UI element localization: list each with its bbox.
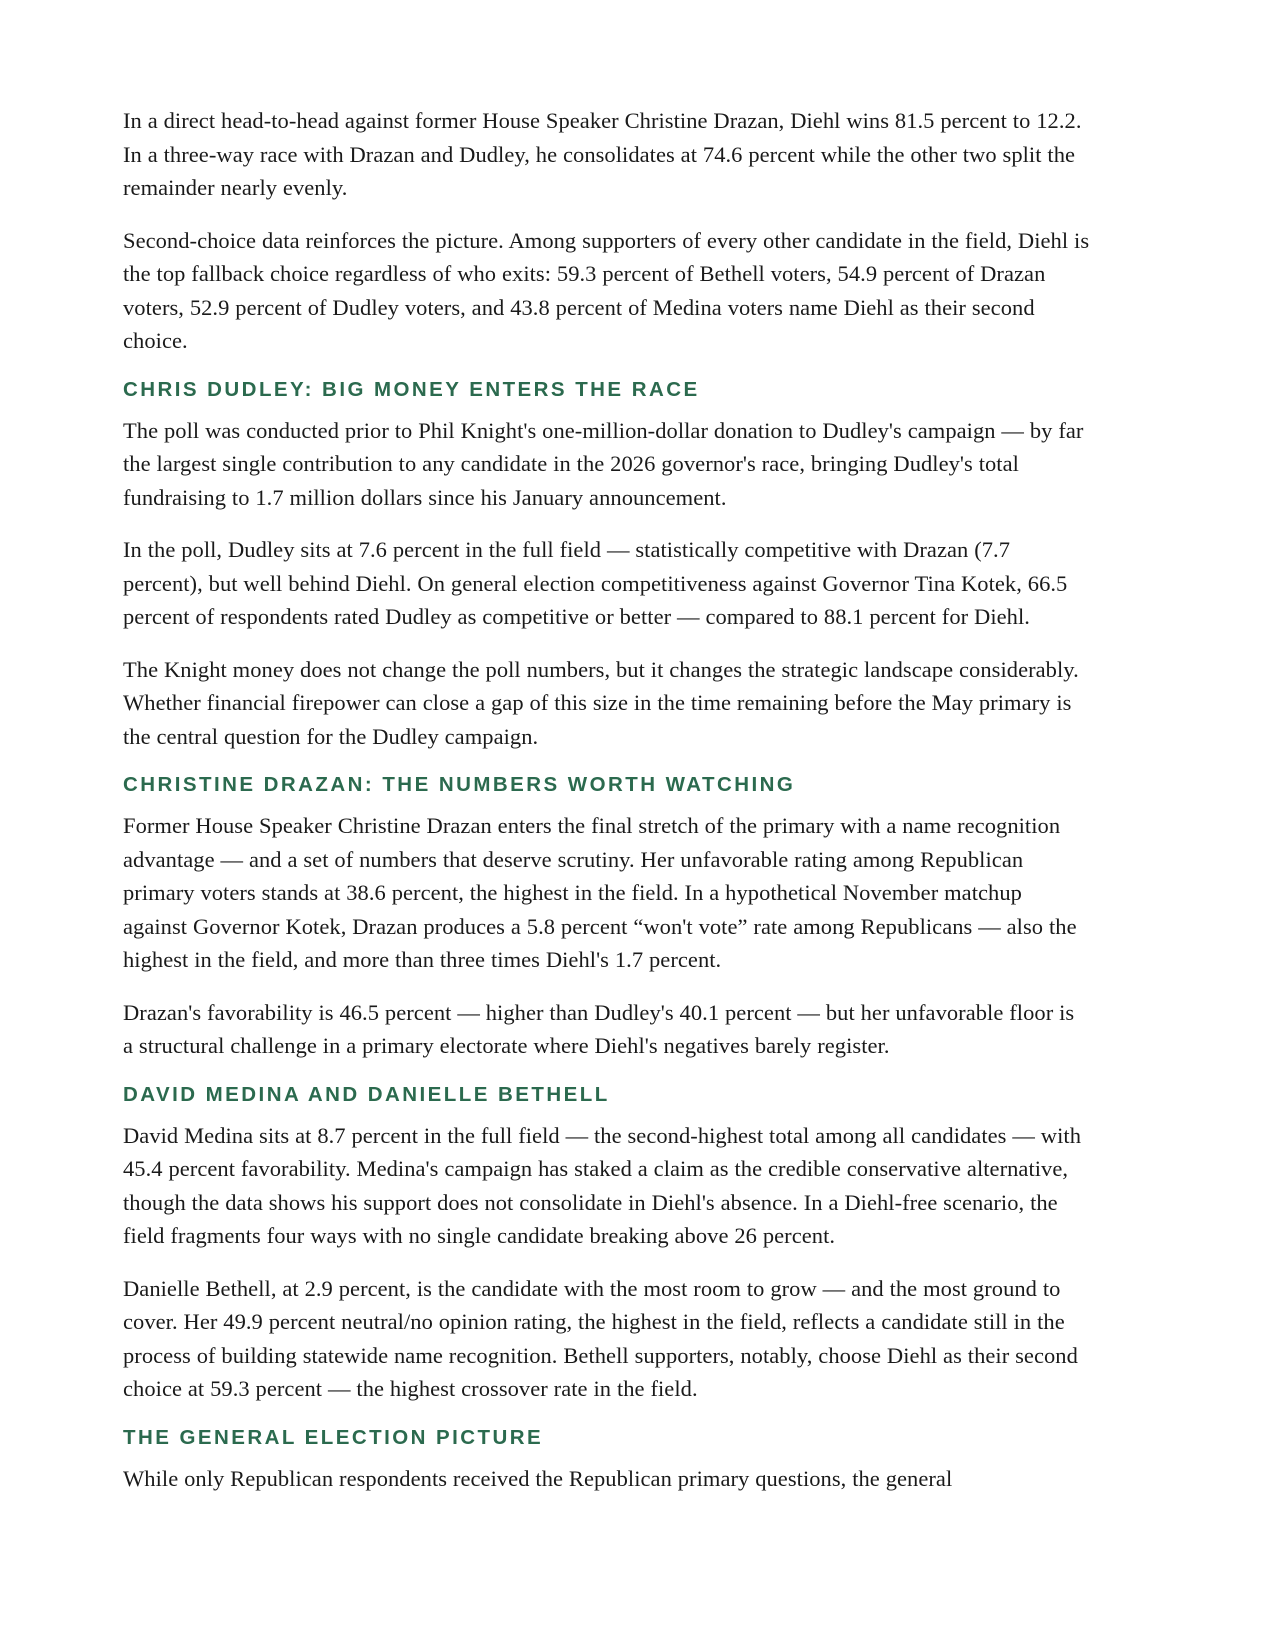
document-content-column	[123, 104, 1090, 1495]
heading-christine-drazan: CHRISTINE DRAZAN: THE NUMBERS WORTH WATCHING	[123, 773, 796, 796]
paragraph-dudley-poll-standing: In the poll, Dudley sits at 7.6 percent in the full field — statistically competitive with Drazan (7.7 percent), but well behind Diehl. On general election competitiveness against Governor Tina Kotek, 66.5 percent of respondents rated Dudley as competitive or better — compared to 88.1 percent for Diehl.	[123, 537, 1068, 629]
paragraph-knight-donation: The poll was conducted prior to Phil Knight's one-million-dollar donation to Dudley's campaign — by far the largest single contribution to any candidate in the 2026 governor's race, bringing Dudley's total fundraising to 1.7 million dollars since his January announcement.	[123, 417, 1084, 510]
heading-medina-bethell: DAVID MEDINA AND DANIELLE BETHELL	[123, 1082, 610, 1106]
paragraph-bethell: Danielle Bethell, at 2.9 percent, is the candidate with the most room to grow — and the most ground to cover. Her 49.9 percent neutral/no opinion rating, the highest in the field, reflects a candidate still in the process of building statewide name recognition. Bethell supporters, notably, choose Diehl as their second choice at 59.3 percent — the highest crossover rate in the field.	[123, 1275, 1078, 1401]
paragraph-drazan-numbers: Former House Speaker Christine Drazan enters the final stretch of the primary with a name recognition advantage — and a set of numbers that deserve scrutiny. Her unfavorable rating among Republican primary voters stands at 38.6 percent, the highest in the field. In a hypothetical November matchup against Governor Kotek, Drazan produces a 5.8 percent “won't vote” rate among Republicans — also the highest in the field, and more than three times Diehl's 1.7 percent.	[123, 813, 1077, 972]
paragraph-medina: David Medina sits at 8.7 percent in the full field — the second-highest total among all candidates — with 45.4 percent favorability. Medina's campaign has staked a claim as the credible conservative alternative, though the data shows his support does not consolidate in Diehl's absence. In a Diehl-free scenario, the field fragments four ways with no single candidate breaking above 26 percent.	[123, 1122, 1081, 1248]
heading-chris-dudley: CHRIS DUDLEY: BIG MONEY ENTERS THE RACE	[123, 377, 700, 401]
paragraph-second-choice: Second-choice data reinforces the picture. Among supporters of every other candidate in the field, Diehl is the top fallback choice regardless of who exits: 59.3 percent of Bethell voters, 54.9 percent of Drazan voters, 52.9 percent of Dudley voters, and 43.8 percent of Medina voters name Diehl as their second choice.	[123, 227, 1090, 353]
paragraph-general-election-intro: While only Republican respondents received the Republican primary questions, the general	[123, 1465, 953, 1491]
heading-general-election: THE GENERAL ELECTION PICTURE	[123, 1425, 544, 1449]
paragraph-knight-money-landscape: The Knight money does not change the poll numbers, but it changes the strategic landscape considerably. Whether financial firepower can close a gap of this size in the time remaining before the May primary is the central question for the Dudley campaign.	[123, 656, 1079, 749]
paragraph-drazan-favorability: Drazan's favorability is 46.5 percent — higher than Dudley's 40.1 percent — but her unfavorable floor is a structural challenge in a primary electorate where Diehl's negatives barely register.	[123, 999, 1075, 1058]
paragraph-headtohead: In a direct head-to-head against former House Speaker Christine Drazan, Diehl wins 81.5 percent to 12.2. In a three-way race with Drazan and Dudley, he consolidates at 74.6 percent while the other two split the remainder nearly evenly.	[123, 108, 1082, 200]
